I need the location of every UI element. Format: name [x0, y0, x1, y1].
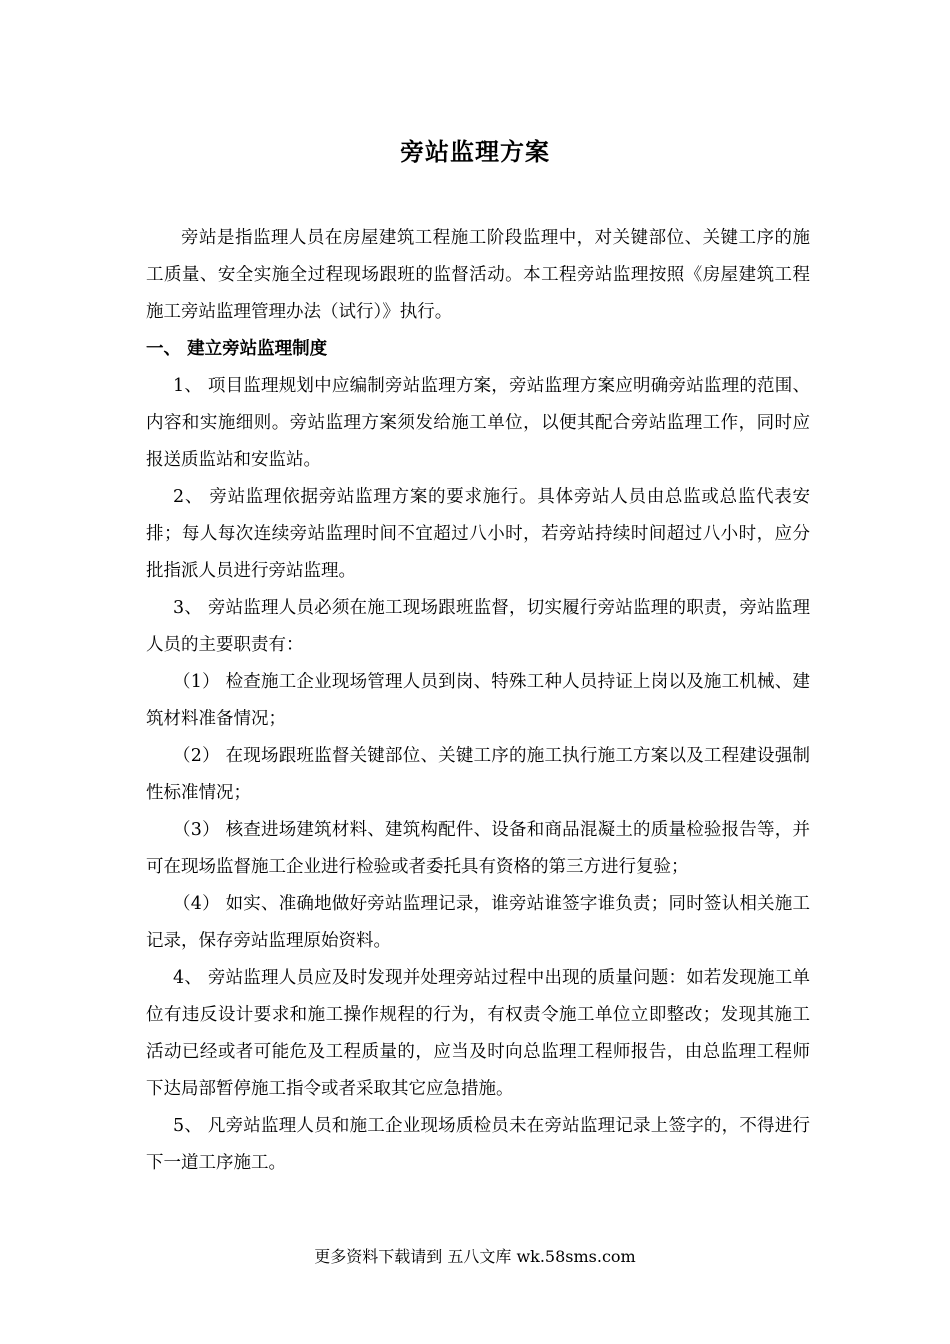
list-item: 3、 旁站监理人员必须在施工现场跟班监督，切实履行旁站监理的职责，旁站监理人员的主要职责有：	[146, 598, 810, 655]
sub-list-item: （3） 核查进场建筑材料、建筑构配件、设备和商品混凝土的质量检验报告等，并可在现场监督施工企业进行检验或者委托具有资格的第三方进行复验；	[146, 820, 810, 877]
list-item: 2、 旁站监理依据旁站监理方案的要求施行。具体旁站人员由总监或总监代表安排；每人每次连续旁站监理时间不宜超过八小时，若旁站持续时间超过八小时，应分批指派人员进行旁站监理。	[146, 487, 810, 581]
footer-link-text: 更多资料下载请到 五八文库 wk.58sms.com	[314, 1247, 636, 1266]
section-heading: 一、 建立旁站监理制度	[146, 339, 328, 359]
document-title: 旁站监理方案	[400, 137, 550, 166]
list-item: 4、 旁站监理人员应及时发现并处理旁站过程中出现的质量问题：如若发现施工单位有违反设计要求和施工操作规程的行为，有权责令施工单位立即整改；发现其施工活动已经或者可能危及工程质量的，应当及时向总监理工程师报告，由总监理工程师下达局部暂停施工指令或者采取其它应急措施。	[146, 968, 810, 1099]
list-item: 1、 项目监理规划中应编制旁站监理方案，旁站监理方案应明确旁站监理的范围、内容和实施细则。旁站监理方案须发给施工单位，以便其配合旁站监理工作，同时应报送质监站和安监站。	[146, 376, 810, 470]
sub-list-item: （4） 如实、准确地做好旁站监理记录，谁旁站谁签字谁负责；同时签认相关施工记录，保存旁站监理原始资料。	[146, 894, 810, 951]
intro-paragraph: 旁站是指监理人员在房屋建筑工程施工阶段监理中，对关键部位、关键工序的施工质量、安全实施全过程现场跟班的监督活动。本工程旁站监理按照《房屋建筑工程施工旁站监理管理办法（试行）》执行。	[146, 228, 810, 322]
sub-list-item: （1） 检查施工企业现场管理人员到岗、特殊工种人员持证上岗以及施工机械、建筑材料准备情况；	[146, 672, 810, 729]
sub-list-item: （2） 在现场跟班监督关键部位、关键工序的施工执行施工方案以及工程建设强制性标准情况；	[146, 746, 810, 803]
document-body	[146, 220, 810, 1182]
list-item: 5、 凡旁站监理人员和施工企业现场质检员未在旁站监理记录上签字的，不得进行下一道工序施工。	[146, 1116, 810, 1173]
